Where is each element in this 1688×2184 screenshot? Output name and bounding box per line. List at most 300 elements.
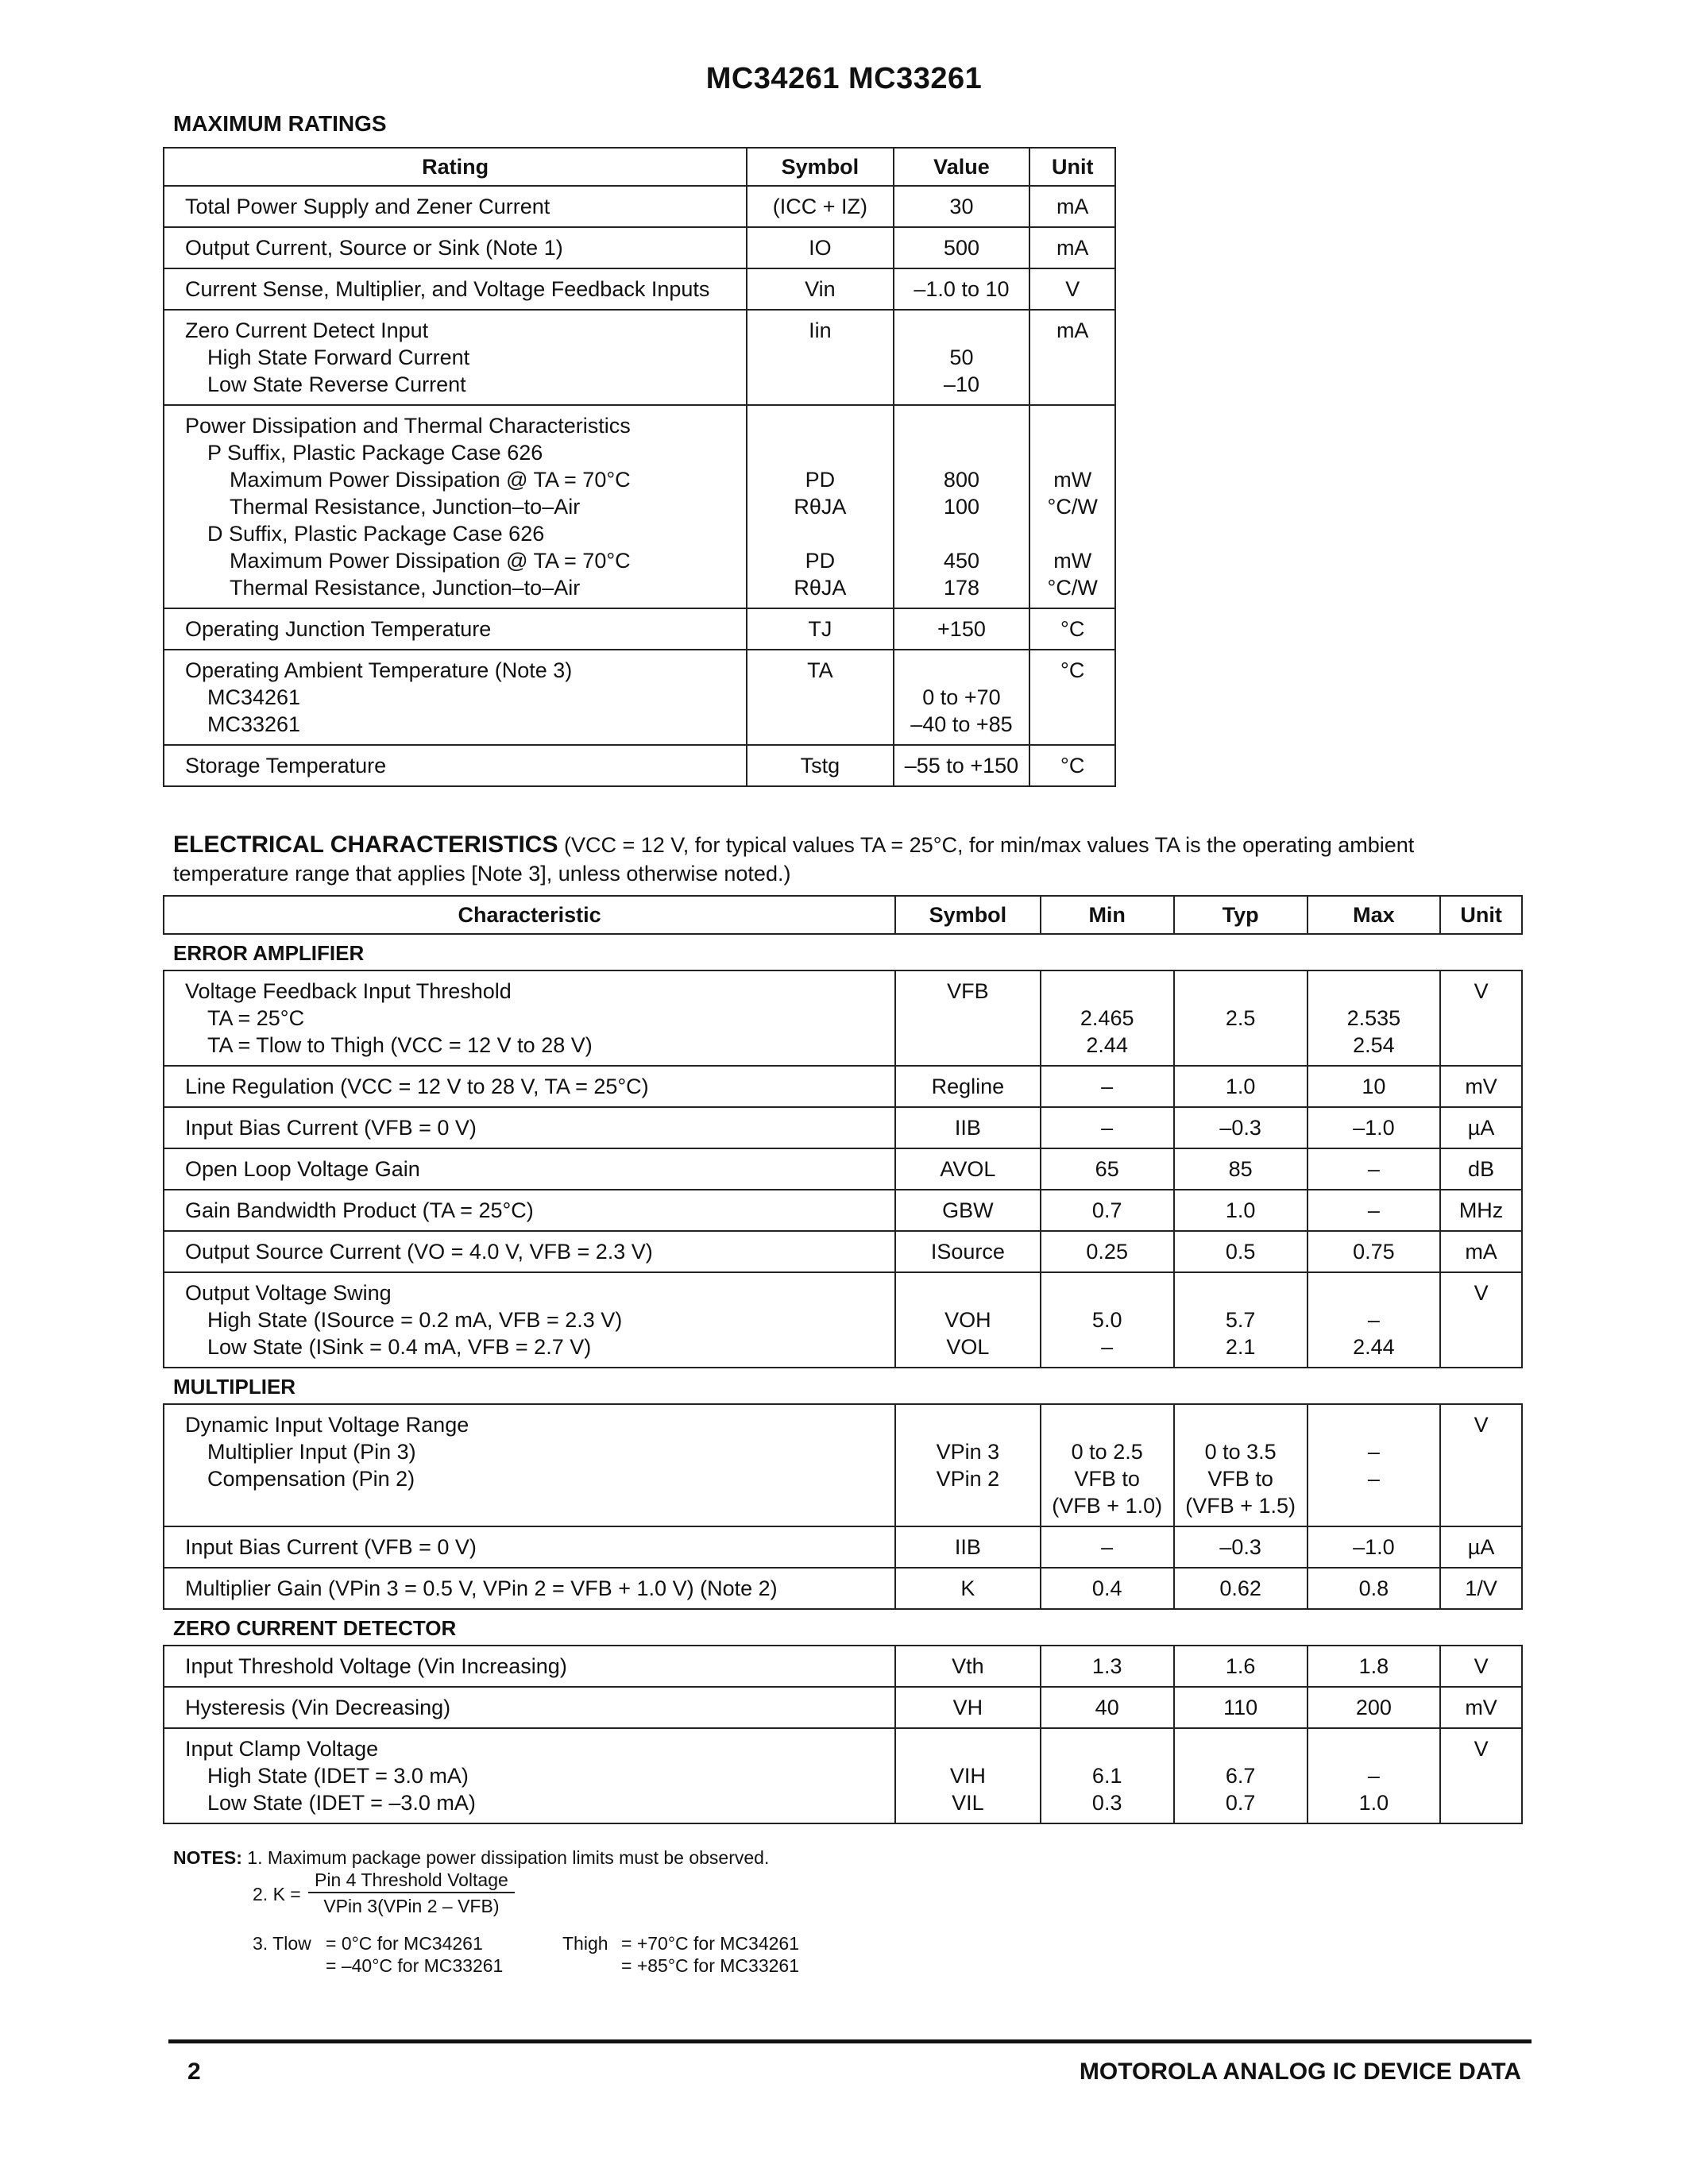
characteristic-max (1308, 1728, 1441, 1823)
characteristic-max-line (1316, 1411, 1432, 1438)
characteristic-name (164, 1107, 895, 1148)
note-2-numerator: Pin 4 Threshold Voltage (308, 1868, 515, 1893)
characteristic-name-line: Line Regulation (VCC = 12 V to 28 V, TA = 25°C) (185, 1075, 649, 1098)
rating-name-line: Storage Temperature (185, 754, 387, 778)
characteristic-name-line: High State (ISource = 0.2 mA, VFB = 2.3 V) (207, 1308, 623, 1332)
rating-name-line: P Suffix, Plastic Package Case 626 (207, 441, 543, 465)
rating-value (894, 405, 1030, 608)
characteristic-typ (1174, 1148, 1308, 1190)
characteristic-name-line: High State (IDET = 3.0 mA) (207, 1764, 469, 1788)
rating-symbol-line: IO (809, 236, 832, 260)
col-header-min: Min (1041, 896, 1174, 934)
characteristic-name (164, 1231, 895, 1272)
characteristic-max (1308, 1148, 1441, 1190)
col-header-typ: Typ (1174, 896, 1308, 934)
characteristic-max (1308, 1231, 1441, 1272)
characteristic-typ (1174, 1687, 1308, 1728)
table-row (164, 1526, 1522, 1568)
page-title: MC34261 MC33261 (705, 62, 983, 95)
rating-name-line: Maximum Power Dissipation @ TA = 70°C (230, 549, 631, 573)
col-header-value: Value (894, 148, 1030, 186)
characteristic-max-line: 10 (1362, 1075, 1386, 1098)
rating-symbol-line: PD (805, 549, 836, 573)
characteristic-symbol-line: VIH (949, 1764, 986, 1788)
characteristic-name (164, 1687, 895, 1728)
characteristic-max-line (1316, 978, 1432, 1005)
characteristic-unit (1440, 1272, 1522, 1368)
rating-symbol (747, 310, 893, 405)
rating-name-line: Operating Ambient Temperature (Note 3) (185, 658, 573, 682)
characteristic-min-line: – (1101, 1535, 1114, 1559)
characteristic-min-line: VFB to (1074, 1467, 1140, 1491)
characteristic-symbol-line: VFB (947, 979, 989, 1003)
col-header-max: Max (1308, 896, 1441, 934)
max-ratings-body (164, 186, 1115, 786)
characteristic-min-line (1049, 1735, 1165, 1762)
rating-unit-line: °C/W (1047, 495, 1098, 519)
characteristic-min (1041, 1066, 1174, 1107)
characteristic-unit-line (1449, 1762, 1513, 1789)
characteristic-unit-line (1449, 1465, 1513, 1492)
characteristic-unit-line: µA (1467, 1116, 1495, 1140)
rating-name-line: Operating Junction Temperature (185, 617, 492, 641)
group-label: MULTIPLIER (164, 1368, 1522, 1404)
characteristic-min (1041, 1687, 1174, 1728)
rating-unit (1029, 608, 1115, 650)
characteristic-min-line (1049, 1279, 1165, 1306)
characteristic-typ-line: (VFB + 1.5) (1185, 1494, 1296, 1518)
rating-value-line: 100 (943, 495, 979, 519)
characteristic-max (1308, 1646, 1441, 1687)
rating-value-line: 178 (943, 576, 979, 600)
characteristic-symbol-line: VPin 3 (936, 1440, 1000, 1464)
characteristic-typ-line: 5.7 (1225, 1308, 1256, 1332)
characteristic-min-line: 5.0 (1091, 1308, 1122, 1332)
characteristic-max (1308, 970, 1441, 1066)
col-header-symbol: Symbol (747, 148, 893, 186)
characteristic-symbol-line: AVOL (940, 1157, 996, 1181)
rating-symbol (747, 608, 893, 650)
characteristic-min-line: 1.3 (1091, 1654, 1122, 1678)
table-row (164, 650, 1115, 745)
characteristic-symbol-line: ISource (930, 1240, 1005, 1264)
rating-symbol-line: PD (805, 468, 836, 492)
characteristic-symbol-line (904, 1492, 1032, 1519)
rating-name-line: Zero Current Detect Input (185, 318, 429, 342)
group-label: ZERO CURRENT DETECTOR (164, 1609, 1522, 1646)
characteristic-symbol (895, 1568, 1041, 1609)
characteristic-unit (1440, 1148, 1522, 1190)
group-header-row (164, 934, 1522, 970)
rating-symbol (747, 745, 893, 786)
characteristic-max-line: – (1367, 1198, 1380, 1222)
characteristic-unit-line (1449, 1306, 1513, 1333)
characteristic-name-line: Output Source Current (VO = 4.0 V, VFB = 2.3 V) (185, 1240, 653, 1264)
rating-unit (1029, 227, 1115, 268)
characteristic-min-line: 0.4 (1091, 1576, 1122, 1600)
rating-value-line: 0 to +70 (922, 685, 1001, 709)
characteristic-name-line: Input Bias Current (VFB = 0 V) (185, 1116, 477, 1140)
table-row (164, 1272, 1522, 1368)
col-header-unit: Unit (1029, 148, 1115, 186)
characteristic-typ (1174, 1231, 1308, 1272)
characteristic-typ-line: 0.5 (1225, 1240, 1256, 1264)
characteristic-unit-line: MHz (1458, 1198, 1504, 1222)
characteristic-min (1041, 1190, 1174, 1231)
characteristic-typ-line (1183, 1411, 1299, 1438)
characteristic-min-line: – (1101, 1335, 1114, 1359)
characteristic-typ-line: 1.0 (1225, 1075, 1256, 1098)
characteristic-name (164, 1568, 895, 1609)
rating-unit-line (1038, 439, 1107, 466)
characteristic-typ-line: –0.3 (1219, 1116, 1261, 1140)
characteristic-name-line: Input Bias Current (VFB = 0 V) (185, 1535, 477, 1559)
characteristic-unit-line: µA (1467, 1535, 1495, 1559)
note-2-fraction (308, 1868, 515, 1919)
table-row (164, 1190, 1522, 1231)
characteristic-min-line: (VFB + 1.0) (1052, 1494, 1163, 1518)
characteristic-max-line: 0.8 (1358, 1576, 1389, 1600)
characteristic-typ-line: 85 (1228, 1157, 1253, 1181)
table-row (164, 186, 1115, 227)
characteristic-max-line (1316, 1279, 1432, 1306)
table-row (164, 1687, 1522, 1728)
rating-value-line: 30 (949, 195, 974, 218)
col-header-rating: Rating (164, 148, 747, 186)
rating-name-line: MC34261 (207, 685, 301, 709)
rating-unit (1029, 310, 1115, 405)
rating-symbol-line (755, 520, 884, 547)
characteristic-typ-line: 110 (1223, 1696, 1258, 1719)
characteristic-name-line: TA = Tlow to Thigh (VCC = 12 V to 28 V) (207, 1033, 593, 1057)
rating-unit-line (1038, 371, 1107, 398)
characteristic-min-line: – (1101, 1116, 1114, 1140)
characteristic-unit (1440, 1190, 1522, 1231)
characteristic-name-line: Low State (ISink = 0.4 mA, VFB = 2.7 V) (207, 1335, 592, 1359)
rating-symbol-line (755, 412, 884, 439)
rating-value (894, 268, 1030, 310)
characteristic-name-line: Compensation (Pin 2) (207, 1467, 415, 1491)
characteristic-typ (1174, 1404, 1308, 1526)
characteristic-name-line: Open Loop Voltage Gain (185, 1157, 420, 1181)
characteristic-unit (1440, 1568, 1522, 1609)
characteristic-max-line: – (1367, 1440, 1380, 1464)
rating-name-line: D Suffix, Plastic Package Case 626 (207, 522, 545, 546)
characteristic-max (1308, 1687, 1441, 1728)
rating-name-line: Low State Reverse Current (207, 372, 466, 396)
rating-unit (1029, 745, 1115, 786)
characteristic-unit (1440, 1687, 1522, 1728)
characteristic-symbol (895, 1231, 1041, 1272)
characteristic-unit-line (1449, 1438, 1513, 1465)
characteristic-unit-line: mA (1465, 1240, 1497, 1264)
rating-value (894, 310, 1030, 405)
characteristic-typ-line: 0.62 (1219, 1576, 1261, 1600)
rating-unit-line (1038, 520, 1107, 547)
characteristic-symbol-line (904, 1005, 1032, 1032)
characteristic-typ-line: 1.6 (1225, 1654, 1256, 1678)
characteristic-typ-line (1183, 1032, 1299, 1059)
rating-symbol-line (755, 371, 884, 398)
characteristic-name-line: Gain Bandwidth Product (TA = 25°C) (185, 1198, 534, 1222)
characteristic-max (1308, 1190, 1441, 1231)
characteristic-symbol-line: VPin 2 (936, 1467, 1000, 1491)
rating-unit-line: mW (1053, 549, 1092, 573)
rating-unit-line (1038, 344, 1107, 371)
characteristic-max-line: – (1367, 1467, 1380, 1491)
table-row (164, 1728, 1522, 1823)
rating-unit-line: V (1065, 277, 1080, 301)
characteristic-symbol (895, 1404, 1041, 1526)
characteristic-unit-line (1449, 1005, 1513, 1032)
note-3-low-2: = –40°C for MC33261 (326, 1955, 504, 1976)
characteristic-symbol-line: VIL (952, 1791, 984, 1815)
conditions-line-2: temperature range that applies [Note 3], unless otherwise noted.) (173, 862, 791, 886)
characteristic-name-line (185, 1492, 886, 1519)
characteristic-symbol-line (904, 1032, 1032, 1059)
rating-symbol (747, 186, 893, 227)
characteristic-typ-line: 2.5 (1225, 1006, 1256, 1030)
characteristic-max-line: – (1367, 1157, 1380, 1181)
rating-value-line: 500 (943, 236, 979, 260)
col-header-unit: Unit (1440, 896, 1522, 934)
rating-unit (1029, 405, 1115, 608)
characteristic-unit-line: V (1474, 1654, 1489, 1678)
characteristic-symbol (895, 1272, 1041, 1368)
note-3-high-2: = +85°C for MC33261 (621, 1955, 799, 1976)
rating-unit-line: °C (1060, 754, 1085, 778)
characteristic-unit (1440, 1066, 1522, 1107)
rating-symbol-line: RθJA (794, 576, 847, 600)
rating-value-line (902, 317, 1022, 344)
rating-unit-line: mW (1053, 468, 1092, 492)
characteristic-symbol (895, 1687, 1041, 1728)
rating-unit (1029, 268, 1115, 310)
rating-name-line: Total Power Supply and Zener Current (185, 195, 550, 218)
rating-value (894, 227, 1030, 268)
rating-name (164, 405, 747, 608)
note-3-high-label: Thigh (562, 1933, 608, 1954)
rating-name-line: Maximum Power Dissipation @ TA = 70°C (230, 468, 631, 492)
rating-symbol-line (755, 439, 884, 466)
rating-name (164, 186, 747, 227)
characteristic-symbol-line: IIB (954, 1535, 981, 1559)
characteristic-symbol (895, 1148, 1041, 1190)
rating-value-line (902, 520, 1022, 547)
rating-value-line (902, 657, 1022, 684)
characteristic-max-line: –1.0 (1353, 1535, 1395, 1559)
characteristic-symbol (895, 970, 1041, 1066)
rating-name-line: Power Dissipation and Thermal Characteristics (185, 414, 631, 438)
rating-value-line: –40 to +85 (910, 712, 1013, 736)
rating-name (164, 227, 747, 268)
characteristic-symbol-line: VOH (944, 1308, 991, 1332)
characteristic-min-line: 0.3 (1091, 1791, 1122, 1815)
rating-unit (1029, 650, 1115, 745)
characteristic-typ-line: 6.7 (1225, 1764, 1256, 1788)
rating-symbol-line: TA (807, 658, 833, 682)
characteristic-min (1041, 970, 1174, 1066)
rating-value-line: –10 (943, 372, 979, 396)
characteristic-unit-line: dB (1468, 1157, 1495, 1181)
characteristic-name-line: Input Clamp Voltage (185, 1737, 379, 1761)
characteristic-name-line: Input Threshold Voltage (Vin Increasing) (185, 1654, 567, 1678)
characteristic-symbol-line (904, 1279, 1032, 1306)
characteristic-unit (1440, 1231, 1522, 1272)
characteristic-name (164, 1404, 895, 1526)
rating-symbol (747, 650, 893, 745)
characteristic-unit (1440, 970, 1522, 1066)
characteristic-typ-line: 1.0 (1225, 1198, 1256, 1222)
characteristic-symbol (895, 1066, 1041, 1107)
rating-value-line (902, 412, 1022, 439)
characteristic-unit-line: V (1474, 979, 1489, 1003)
rating-unit-line (1038, 684, 1107, 711)
rating-name-line: Current Sense, Multiplier, and Voltage Feedback Inputs (185, 277, 710, 301)
rating-name-line: MC33261 (207, 712, 301, 736)
characteristic-max-line: 200 (1355, 1696, 1392, 1719)
rating-name (164, 745, 747, 786)
characteristic-typ-line: –0.3 (1219, 1535, 1261, 1559)
note-3-low-1: = 0°C for MC34261 (326, 1933, 483, 1954)
table-row (164, 227, 1115, 268)
characteristic-min (1041, 1404, 1174, 1526)
characteristic-unit (1440, 1646, 1522, 1687)
characteristic-min-line: 0.25 (1086, 1240, 1128, 1264)
rating-value (894, 650, 1030, 745)
max-ratings-header-row (164, 148, 1115, 186)
table-row (164, 970, 1522, 1066)
rating-name-line: Thermal Resistance, Junction–to–Air (230, 576, 581, 600)
characteristic-unit (1440, 1107, 1522, 1148)
characteristic-min (1041, 1526, 1174, 1568)
characteristic-typ (1174, 1066, 1308, 1107)
characteristic-unit-line: V (1474, 1281, 1489, 1305)
characteristic-unit (1440, 1404, 1522, 1526)
characteristic-typ-line: 0.7 (1225, 1791, 1256, 1815)
page-number: 2 (187, 2059, 201, 2085)
characteristic-symbol (895, 1728, 1041, 1823)
characteristic-unit-line (1449, 1333, 1513, 1360)
rating-value-line: –1.0 to 10 (914, 277, 1010, 301)
footer-publisher: MOTOROLA ANALOG IC DEVICE DATA (1079, 2059, 1521, 2085)
note-1-text: 1. Maximum package power dissipation limits must be observed. (247, 1847, 770, 1868)
rating-name-line: High State Forward Current (207, 345, 470, 369)
rating-unit-line (1038, 711, 1107, 738)
characteristic-name (164, 1190, 895, 1231)
characteristic-unit-line: mV (1465, 1696, 1497, 1719)
characteristic-name-line: Low State (IDET = –3.0 mA) (207, 1791, 476, 1815)
characteristic-name (164, 1066, 895, 1107)
rating-value-line: 450 (943, 549, 979, 573)
notes-label: NOTES: (173, 1847, 242, 1868)
rating-unit-line: °C (1060, 617, 1085, 641)
characteristic-unit-line (1449, 1492, 1513, 1519)
characteristic-max (1308, 1272, 1441, 1368)
rating-value-line (902, 439, 1022, 466)
col-header-symbol: Symbol (895, 896, 1041, 934)
characteristic-typ (1174, 1568, 1308, 1609)
rating-unit-line: mA (1056, 195, 1089, 218)
table-row (164, 608, 1115, 650)
characteristic-name-line: Hysteresis (Vin Decreasing) (185, 1696, 451, 1719)
rating-symbol (747, 227, 893, 268)
characteristic-name-line: Multiplier Input (Pin 3) (207, 1440, 416, 1464)
rating-symbol-line (755, 684, 884, 711)
table-row (164, 405, 1115, 608)
characteristic-min (1041, 1728, 1174, 1823)
characteristic-min (1041, 1231, 1174, 1272)
characteristic-typ (1174, 1526, 1308, 1568)
table-row (164, 1404, 1522, 1526)
characteristic-name (164, 1148, 895, 1190)
characteristic-symbol-line (904, 1735, 1032, 1762)
table-row (164, 1107, 1522, 1148)
characteristic-min-line: 65 (1095, 1157, 1119, 1181)
electrical-characteristics-table (163, 895, 1523, 1824)
table-row (164, 1646, 1522, 1687)
note-2-denominator: VPin 3(VPin 2 – VFB) (323, 1896, 500, 1916)
conditions-line-1: (VCC = 12 V, for typical values TA = 25°C, for min/max values TA is the operating ambient (563, 833, 1415, 857)
rating-symbol-line: Iin (809, 318, 832, 342)
max-ratings-table (163, 147, 1116, 787)
characteristic-name (164, 970, 895, 1066)
rating-value (894, 608, 1030, 650)
characteristic-symbol-line: VH (952, 1696, 983, 1719)
characteristic-min (1041, 1646, 1174, 1687)
characteristic-max-line: – (1367, 1308, 1380, 1332)
characteristic-symbol (895, 1107, 1041, 1148)
characteristic-min-line: 2.465 (1080, 1006, 1134, 1030)
characteristic-max-line: 2.54 (1353, 1033, 1395, 1057)
rating-unit-line: °C/W (1047, 576, 1098, 600)
electrical-characteristics-intro (173, 831, 1524, 888)
rating-value-line: 800 (943, 468, 979, 492)
characteristic-min-line (1049, 978, 1165, 1005)
rating-name (164, 310, 747, 405)
characteristic-name-line: Voltage Feedback Input Threshold (185, 979, 512, 1003)
characteristic-typ-line: 2.1 (1225, 1335, 1256, 1359)
characteristic-unit-line: V (1474, 1737, 1489, 1761)
rating-symbol (747, 405, 893, 608)
characteristic-name-line: Dynamic Input Voltage Range (185, 1413, 469, 1437)
characteristic-name (164, 1272, 895, 1368)
characteristic-name (164, 1728, 895, 1823)
characteristic-min-line: 6.1 (1091, 1764, 1122, 1788)
characteristic-unit-line: V (1474, 1413, 1489, 1437)
characteristic-max-line: 2.535 (1346, 1006, 1401, 1030)
group-label: ERROR AMPLIFIER (164, 934, 1522, 970)
characteristic-max (1308, 1404, 1441, 1526)
rating-unit (1029, 186, 1115, 227)
table-row (164, 1066, 1522, 1107)
characteristic-max (1308, 1526, 1441, 1568)
characteristic-symbol-line: Regline (931, 1075, 1005, 1098)
rating-unit-line: °C (1060, 658, 1085, 682)
characteristic-min-line: – (1101, 1075, 1114, 1098)
rating-unit-line: mA (1056, 236, 1089, 260)
characteristic-min-line: 0.7 (1091, 1198, 1122, 1222)
characteristic-max-line: –1.0 (1353, 1116, 1395, 1140)
max-ratings-heading: MAXIMUM RATINGS (173, 111, 387, 136)
characteristic-min-line: 40 (1095, 1696, 1119, 1719)
characteristic-symbol-line: VOL (946, 1335, 990, 1359)
rating-name-line: Thermal Resistance, Junction–to–Air (230, 495, 581, 519)
characteristic-min-line (1049, 1411, 1165, 1438)
characteristic-typ (1174, 970, 1308, 1066)
characteristic-min-line: 0 to 2.5 (1071, 1440, 1143, 1464)
note-3-high-1: = +70°C for MC34261 (621, 1933, 799, 1954)
